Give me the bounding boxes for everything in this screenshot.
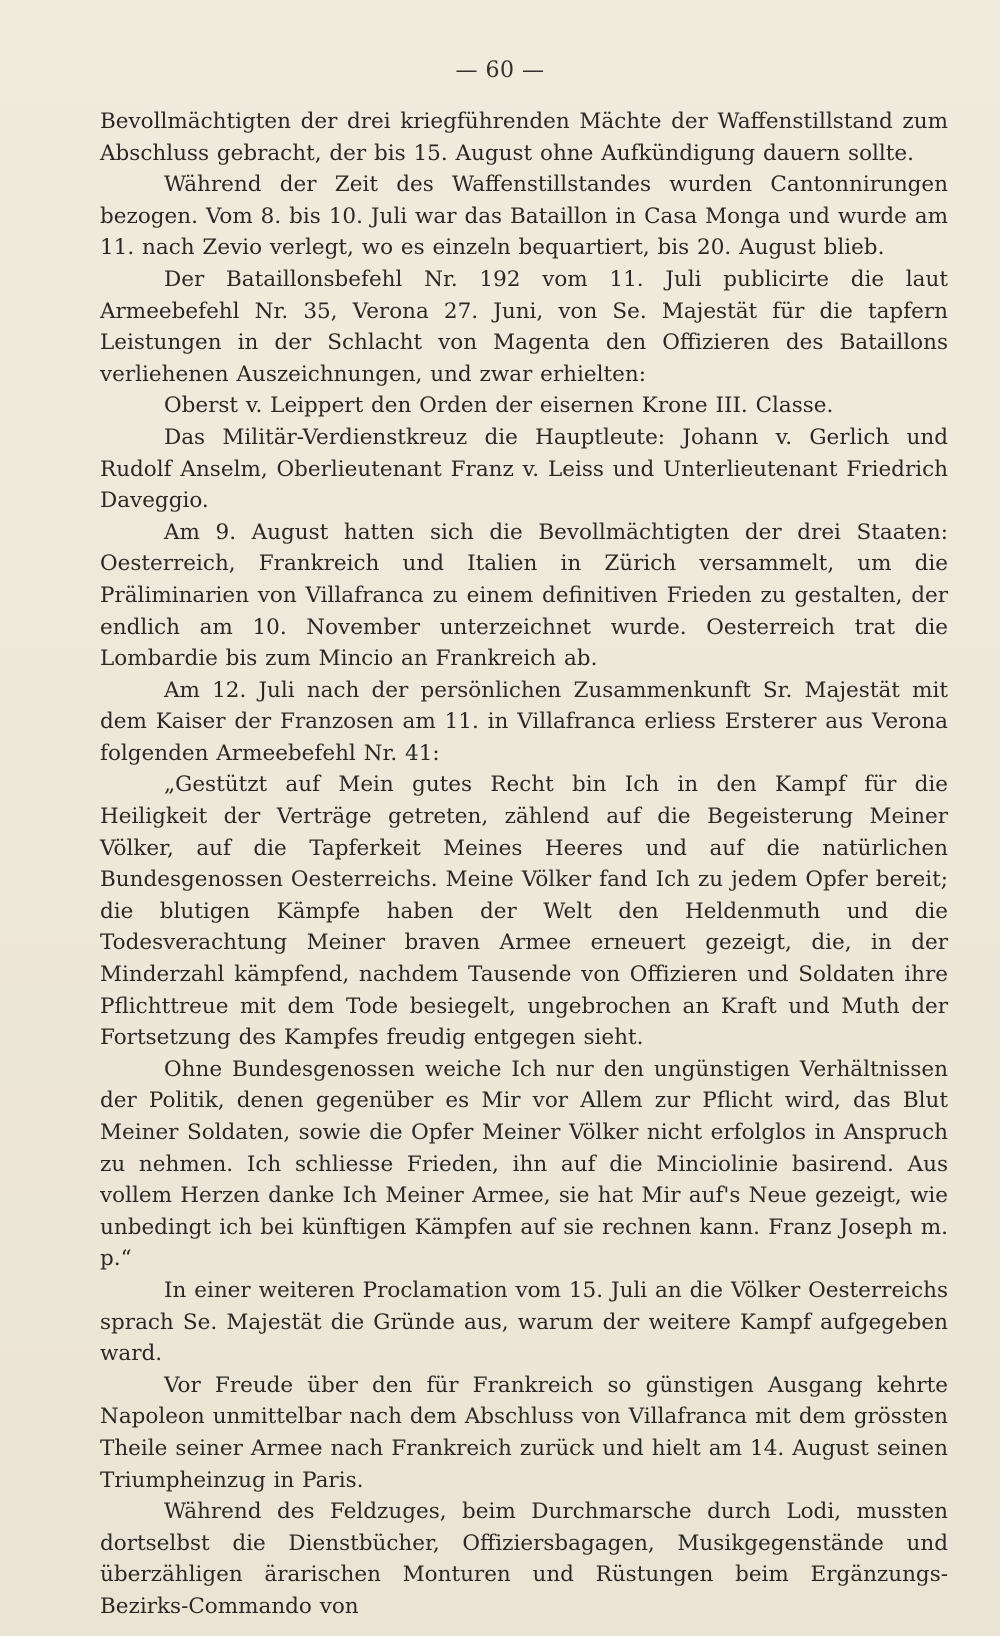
paragraph-11: Vor Freude über den für Frankreich so günstigen Ausgang kehrte Napoleon unmittelbar nach dem Abschluss von Villafranca mit dem grössten Theile seiner Armee nach Frankreich zurück und hielt am 14. August seinen Triumpheinzug in Paris. bbox=[100, 1372, 948, 1493]
paragraph-2: Während der Zeit des Waffenstillstandes wurden Cantonnirungen bezogen. Vom 8. bis 10. Juli war das Bataillon in Casa Monga und wurde am 11. nach Zevio verlegt, wo es einzeln bequartiert, bis 20. August blieb. bbox=[100, 172, 948, 261]
page-number: — 60 — bbox=[455, 58, 545, 83]
paragraph-7: Am 12. Juli nach der persönlichen Zusammenkunft Sr. Majestät mit dem Kaiser der Franzosen am 11. in Villafranca erliess Ersterer aus Verona folgenden Armeebefehl Nr. 41: bbox=[100, 677, 948, 766]
paragraph-5: Das Militär-Verdienstkreuz die Hauptleute: Johann v. Gerlich und Rudolf Anselm, Oberlieutenant Franz v. Leiss und Unterlieutenant Friedrich Daveggio. bbox=[100, 424, 948, 514]
paragraph-9: Ohne Bundesgenossen weiche Ich nur den ungünstigen Verhältnissen der Politik, denen gegenüber es Mir vor Allem zur Pflicht wird, das Blut Meiner Soldaten, sowie die Opfer Meiner Völker nicht erfolglos in Anspruch zu nehmen. Ich schliesse Frieden, ihn auf die Minciolinie basirend. Aus vollem Herzen danke Ich Meiner Armee, sie hat Mir auf's Neue gezeigt, wie unbedingt ich bei künftigen Kämpfen auf sie rechnen kann. Franz Joseph m. p.“ bbox=[100, 1056, 948, 1272]
paragraph-1: Bevollmächtigten der drei kriegführenden Mächte der Waffenstillstand zum Abschluss gebracht, der bis 15. August ohne Aufkündigung dauern sollte. bbox=[100, 109, 948, 166]
paragraph-4: Oberst v. Leippert den Orden der eisernen Krone III. Classe. bbox=[164, 393, 834, 419]
body-text bbox=[100, 106, 948, 1623]
paragraph-6: Am 9. August hatten sich die Bevollmächtigten der drei Staaten: Oesterreich, Frankreich und Italien in Zürich versammelt, um die Präliminarien von Villafranca zu einem definitiven Frieden zu gestalten, der endlich am 10. November unterzeichnet wurde. Oesterreich trat die Lombardie bis zum Mincio an Frankreich ab. bbox=[100, 519, 948, 672]
paragraph-8: „Gestützt auf Mein gutes Recht bin Ich in den Kampf für die Heiligkeit der Verträge getreten, zählend auf die Begeisterung Meiner Völker, auf die Tapferkeit Meines Heeres und auf die natürlichen Bundesgenossen Oesterreichs. Meine Völker fand Ich zu jedem Opfer bereit; die blutigen Kämpfe haben der Welt den Heldenmuth und die Todesverachtung Meiner braven Armee erneuert gezeigt, die, in der Minderzahl kämpfend, nachdem Tausende von Offizieren und Soldaten ihre Pflichttreue mit dem Tode besiegelt, ungebrochen an Kraft und Muth der Fortsetzung des Kampfes freudig entgegen sieht. bbox=[100, 772, 948, 1051]
paragraph-12: Während des Feldzuges, beim Durchmarsche durch Lodi, mussten dortselbst die Dienstbücher, Offiziersbagagen, Musikgegenstände und überzähligen ärarischen Monturen und Rüstungen beim Ergänzungs-Bezirks-Commando von bbox=[100, 1499, 948, 1619]
paragraph-10: In einer weiteren Proclamation vom 15. Juli an die Völker Oesterreichs sprach Se. Majestät die Gründe aus, warum der weitere Kampf aufgegeben ward. bbox=[100, 1277, 948, 1367]
paragraph-3: Der Bataillonsbefehl Nr. 192 vom 11. Juli publicirte die laut Armeebefehl Nr. 35, Verona 27. Juni, von Se. Majestät für die tapfern Leistungen in der Schlacht von Magenta den Offizieren des Bataillons verliehenen Auszeichnungen, und zwar erhielten: bbox=[100, 266, 948, 387]
